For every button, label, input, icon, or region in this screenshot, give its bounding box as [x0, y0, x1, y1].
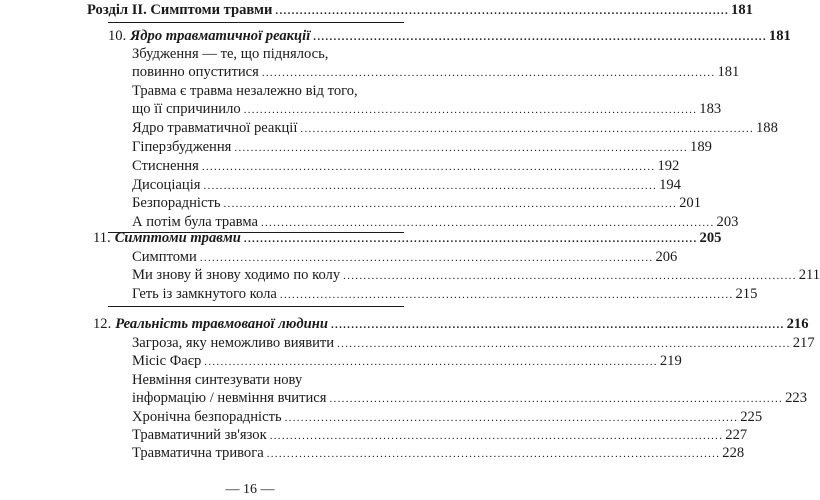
dot-leader: ................................................................................................................: [243, 233, 698, 245]
entry-title: Хронічна безпорадність: [132, 409, 282, 425]
chapter-divider: [108, 306, 404, 307]
dot-leader: ................................................................................................................: [330, 319, 785, 331]
dot-leader: ................................................................................................................: [343, 270, 797, 282]
toc-entry: [132, 389, 807, 408]
chapter-title: Реальність травмованої людини: [115, 316, 328, 332]
dot-leader: ................................................................................................................: [284, 412, 739, 424]
dot-leader: ................................................................................................................: [204, 356, 658, 368]
toc-entry: [132, 119, 778, 138]
dot-leader: ................................................................................................................: [313, 31, 767, 43]
part-page: 181: [731, 2, 753, 18]
part-divider: [108, 22, 404, 23]
chapter-heading: [93, 315, 809, 334]
entry-title: Безпорадність: [132, 195, 221, 211]
chapter-page: 216: [786, 316, 809, 332]
entry-title: повинно опуститися: [132, 64, 259, 80]
entry-page: 188: [756, 120, 778, 136]
entry-page: 201: [679, 195, 701, 211]
dot-leader: ................................................................................................................: [234, 142, 689, 154]
toc-entry-line: [132, 371, 404, 389]
toc-entry: [132, 63, 740, 82]
dot-leader: ................................................................................................................: [275, 5, 730, 17]
entry-title: Дисоціація: [132, 177, 201, 193]
entry-page: 228: [722, 445, 745, 461]
toc-entry: [132, 176, 681, 195]
chapter-title: Ядро травматичної реакції: [130, 28, 311, 44]
entry-page: 215: [735, 286, 758, 302]
toc-entry-line: [132, 82, 404, 100]
entry-title: Невміння синтезувати нову: [132, 372, 303, 388]
entry-page: 225: [740, 409, 763, 425]
chapter-title: Симптоми травми: [114, 230, 241, 246]
chapter-heading: [108, 27, 791, 46]
entry-title: Ядро травматичної реакції: [132, 120, 298, 136]
entry-page: 219: [659, 353, 682, 369]
toc-entry: [132, 352, 682, 371]
entry-page: 194: [659, 177, 681, 193]
dot-leader: ................................................................................................................: [261, 67, 716, 79]
entry-page: 211: [798, 267, 820, 283]
entry-page: 227: [725, 427, 748, 443]
toc-entry: [132, 334, 815, 353]
entry-title: Місіс Фаєр: [132, 353, 202, 369]
chapter-number: 11.: [93, 230, 111, 246]
entry-title: Збудження — те, що піднялось,: [132, 46, 329, 62]
dot-leader: ................................................................................................................: [203, 180, 658, 192]
dot-leader: ................................................................................................................: [201, 161, 656, 173]
toc-entry: [132, 426, 748, 445]
entry-page: 192: [657, 158, 680, 174]
dot-leader: ................................................................................................................: [269, 430, 724, 442]
part-title: Розділ II. Симптоми травми: [87, 2, 273, 18]
entry-title: інформацію / невміння вчитися: [132, 390, 327, 406]
toc-entry: [132, 157, 680, 176]
chapter-page: 181: [768, 28, 791, 44]
entry-title: Травматична тривога: [132, 445, 264, 461]
entry-title: що її спричинило: [132, 101, 241, 117]
toc-entry: [132, 266, 820, 285]
dot-leader: ................................................................................................................: [260, 217, 715, 229]
entry-page: 223: [785, 390, 807, 406]
toc-entry-line: [132, 45, 404, 63]
dot-leader: ................................................................................................................: [337, 338, 791, 350]
toc-entry: [132, 138, 712, 157]
entry-title: Загроза, яку неможливо виявити: [132, 335, 335, 351]
toc-entry: [132, 100, 722, 119]
chapter-heading: [93, 229, 722, 248]
dot-leader: ................................................................................................................: [223, 198, 678, 210]
entry-page: 189: [690, 139, 712, 155]
chapter-number: 10.: [108, 28, 127, 44]
dot-leader: ................................................................................................................: [279, 289, 734, 301]
toc-entry: [132, 408, 763, 427]
chapter-number: 12.: [93, 316, 112, 332]
entry-title: Геть із замкнутого кола: [132, 286, 277, 302]
entry-page: 183: [699, 101, 722, 117]
entry-title: Травматичний зв'язок: [132, 427, 267, 443]
entry-title: Ми знову й знову ходимо по колу: [132, 267, 341, 283]
part-heading: [87, 1, 753, 20]
entry-title: Симптоми: [132, 249, 197, 265]
dot-leader: ................................................................................................................: [243, 104, 698, 116]
entry-title: Гіперзбудження: [132, 139, 232, 155]
entry-title: Травма є травма незалежно від того,: [132, 83, 358, 99]
entry-page: 217: [792, 335, 815, 351]
entry-title: А потім була травма: [132, 214, 258, 230]
toc-entry: [132, 248, 678, 267]
entry-title: Стиснення: [132, 158, 199, 174]
entry-page: 181: [717, 64, 740, 80]
chapter-page: 205: [699, 230, 722, 246]
toc-entry: [132, 285, 758, 304]
entry-page: 206: [655, 249, 678, 265]
dot-leader: ................................................................................................................: [199, 252, 654, 264]
toc-entry: [132, 194, 701, 213]
entry-page: 203: [716, 214, 739, 230]
dot-leader: ................................................................................................................: [300, 123, 754, 135]
dot-leader: ................................................................................................................: [329, 393, 784, 405]
toc-entry: [132, 444, 745, 463]
footer-page-number: — 16 —: [225, 482, 275, 497]
dot-leader: ................................................................................................................: [266, 448, 721, 460]
